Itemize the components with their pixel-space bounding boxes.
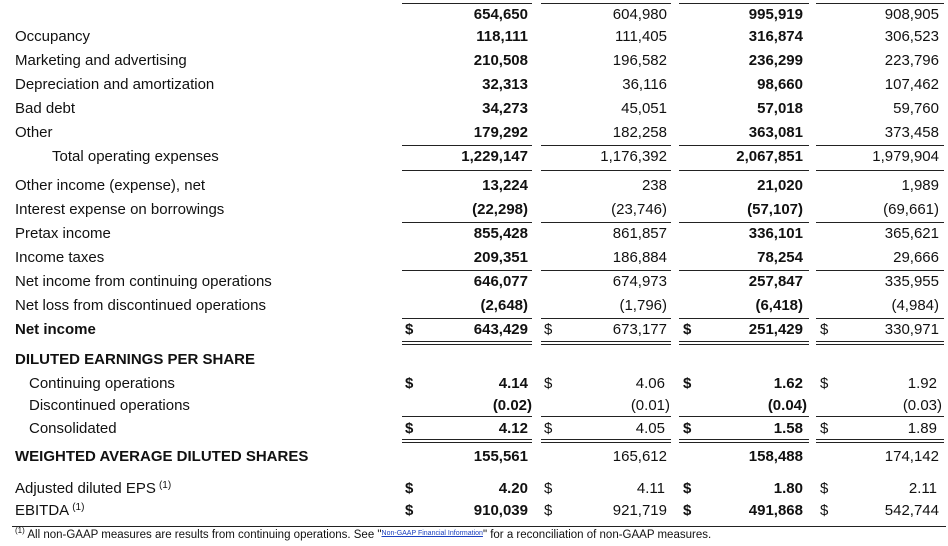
value-ytd-current: 158,488 xyxy=(748,448,803,465)
value-ytd-current: (0.04) xyxy=(767,397,807,414)
value-ytd-current: 1.62 xyxy=(773,375,803,392)
value-q-prior: 111,405 xyxy=(615,28,667,45)
dollar-sign: $ xyxy=(544,321,553,338)
table-row-net-income-continuing xyxy=(0,271,948,295)
column-rule xyxy=(541,3,671,4)
value-ytd-prior: 1,979,904 xyxy=(872,148,939,165)
dollar-sign: $ xyxy=(544,420,553,437)
value-q-prior: 921,719 xyxy=(612,502,667,519)
double-rule xyxy=(816,341,944,345)
row-label: Other income (expense), net xyxy=(15,177,206,194)
table-row-pretax-income xyxy=(0,223,948,247)
row-label: Net income from continuing operations xyxy=(15,273,272,290)
value-q-prior: 861,857 xyxy=(612,225,667,242)
value-q-prior: 4.06 xyxy=(635,375,665,392)
value-ytd-current: 336,101 xyxy=(748,225,803,242)
value-ytd-current: 21,020 xyxy=(757,177,803,194)
footnote xyxy=(15,526,711,541)
dollar-sign: $ xyxy=(683,502,692,519)
dollar-sign: $ xyxy=(820,375,829,392)
value-ytd-current: 1.80 xyxy=(773,480,803,497)
value-q-current: 210,508 xyxy=(473,52,528,69)
value-ytd-prior: (69,661) xyxy=(883,201,939,218)
section-header-diluted-eps xyxy=(0,349,948,373)
dollar-sign: $ xyxy=(405,420,414,437)
section-title: DILUTED EARNINGS PER SHARE xyxy=(15,351,256,368)
double-rule xyxy=(402,439,532,443)
value-ytd-current: 363,081 xyxy=(748,124,803,141)
value-ytd-prior: 1.89 xyxy=(907,420,937,437)
table-row-marketing xyxy=(0,50,948,74)
value-q-prior: 186,884 xyxy=(612,249,667,266)
double-rule xyxy=(402,341,532,345)
dollar-sign: $ xyxy=(683,420,692,437)
dollar-sign: $ xyxy=(820,420,829,437)
value-q-prior: 45,051 xyxy=(621,100,667,117)
table-row xyxy=(0,4,948,28)
value-q-current: (2,648) xyxy=(480,297,528,314)
row-label xyxy=(15,502,84,519)
subtotal-rule xyxy=(402,222,532,223)
value-ytd-current: 78,254 xyxy=(757,249,803,266)
row-label-text: Adjusted diluted EPS xyxy=(15,480,156,497)
value-ytd-prior: 365,621 xyxy=(884,225,939,242)
value-ytd-prior: 306,523 xyxy=(884,28,939,45)
value-q-prior: 196,582 xyxy=(612,52,667,69)
value-ytd-current: 316,874 xyxy=(748,28,803,45)
row-label: Discontinued operations xyxy=(29,397,190,414)
subtotal-rule xyxy=(541,222,671,223)
value-ytd-prior: 542,744 xyxy=(884,502,939,519)
table-row-other xyxy=(0,122,948,146)
row-label: Pretax income xyxy=(15,225,111,242)
double-rule xyxy=(541,439,671,443)
dollar-sign: $ xyxy=(405,502,414,519)
double-rule xyxy=(816,439,944,443)
subtotal-rule xyxy=(541,318,671,319)
value-q-current: 155,561 xyxy=(473,448,528,465)
value-ytd-current: 57,018 xyxy=(757,100,803,117)
value-ytd-current: (57,107) xyxy=(747,201,803,218)
subtotal-rule xyxy=(679,318,809,319)
value-q-prior: 4.05 xyxy=(635,420,665,437)
subtotal-rule xyxy=(402,318,532,319)
value-ytd-current: 98,660 xyxy=(757,76,803,93)
subtotal-rule xyxy=(679,416,809,417)
value-ytd-prior: 373,458 xyxy=(884,124,939,141)
dollar-sign: $ xyxy=(405,321,414,338)
value-q-current: 34,273 xyxy=(482,100,528,117)
value-q-current: (0.02) xyxy=(492,397,532,414)
value-ytd-current: 251,429 xyxy=(748,321,803,338)
total-rule xyxy=(541,170,671,171)
table-row-bad-debt xyxy=(0,98,948,122)
table-row-ebitda xyxy=(0,500,948,524)
row-label: Bad debt xyxy=(15,100,76,117)
table-row-occupancy xyxy=(0,26,948,50)
row-label: Net loss from discontinued operations xyxy=(15,297,266,314)
row-label: Continuing operations xyxy=(29,375,175,392)
footnote-text-before: All non-GAAP measures are results from continuing operations. See " xyxy=(27,528,382,541)
dollar-sign: $ xyxy=(405,480,414,497)
value-ytd-prior: 908,905 xyxy=(884,6,939,23)
value-ytd-current: 995,919 xyxy=(748,6,803,23)
footnote-marker: (1) xyxy=(72,502,85,513)
value-ytd-prior: (4,984) xyxy=(891,297,939,314)
value-ytd-current: 1.58 xyxy=(773,420,803,437)
dollar-sign: $ xyxy=(405,375,414,392)
row-label: Consolidated xyxy=(29,420,117,437)
column-rule xyxy=(679,3,809,4)
footnote-text-after: " for a reconciliation of non-GAAP measures. xyxy=(482,528,712,541)
value-q-prior: 36,116 xyxy=(622,76,667,93)
table-row-total-opex xyxy=(0,146,948,170)
table-row-weighted-shares xyxy=(0,446,948,470)
subtotal-rule xyxy=(679,222,809,223)
double-rule xyxy=(541,341,671,345)
value-ytd-prior: 223,796 xyxy=(884,52,939,69)
dollar-sign: $ xyxy=(683,480,692,497)
total-rule xyxy=(402,170,532,171)
subtotal-rule xyxy=(679,270,809,271)
value-q-current: 32,313 xyxy=(482,76,528,93)
value-ytd-prior: 1,989 xyxy=(901,177,939,194)
row-label: Net income xyxy=(15,321,96,338)
value-ytd-current: 491,868 xyxy=(748,502,803,519)
subtotal-rule xyxy=(816,416,944,417)
value-q-current: 209,351 xyxy=(473,249,528,266)
row-label: Marketing and advertising xyxy=(15,52,187,69)
dollar-sign: $ xyxy=(544,502,553,519)
value-q-current: 654,650 xyxy=(473,6,528,23)
dollar-sign: $ xyxy=(544,480,553,497)
value-ytd-current: (6,418) xyxy=(755,297,803,314)
subtotal-rule xyxy=(816,145,944,146)
row-label: WEIGHTED AVERAGE DILUTED SHARES xyxy=(15,448,309,465)
value-q-current: 855,428 xyxy=(473,225,528,242)
row-label: Interest expense on borrowings xyxy=(15,201,225,218)
table-row-eps-continuing xyxy=(0,373,948,397)
dollar-sign: $ xyxy=(820,480,829,497)
dollar-sign: $ xyxy=(683,321,692,338)
value-q-current: 4.12 xyxy=(498,420,528,437)
dollar-sign: $ xyxy=(544,375,553,392)
value-q-prior: 604,980 xyxy=(612,6,667,23)
value-q-current: 118,111 xyxy=(476,28,528,45)
value-q-current: 4.14 xyxy=(498,375,528,392)
subtotal-rule xyxy=(541,270,671,271)
table-row-depreciation xyxy=(0,74,948,98)
double-rule xyxy=(679,439,809,443)
value-q-prior: 238 xyxy=(641,177,667,194)
value-q-prior: 1,176,392 xyxy=(600,148,667,165)
column-rule xyxy=(402,3,532,4)
value-ytd-prior: 330,971 xyxy=(884,321,939,338)
dollar-sign: $ xyxy=(820,502,829,519)
row-label: Income taxes xyxy=(15,249,105,266)
value-q-current: 910,039 xyxy=(473,502,528,519)
value-ytd-current: 236,299 xyxy=(748,52,803,69)
total-rule xyxy=(679,170,809,171)
value-q-current: 4.20 xyxy=(498,480,528,497)
row-label-text: EBITDA xyxy=(15,502,70,519)
value-ytd-prior: 59,760 xyxy=(893,100,939,117)
subtotal-rule xyxy=(679,145,809,146)
table-row-net-income xyxy=(0,319,948,343)
subtotal-rule xyxy=(816,222,944,223)
value-q-prior: 673,177 xyxy=(612,321,667,338)
subtotal-rule xyxy=(402,416,532,417)
footnote-marker: (1) xyxy=(15,526,25,535)
column-rule xyxy=(816,3,944,4)
total-rule xyxy=(816,170,944,171)
value-q-current: 646,077 xyxy=(473,273,528,290)
value-ytd-current: 257,847 xyxy=(748,273,803,290)
value-q-prior: 4.11 xyxy=(636,480,665,497)
table-row-adjusted-eps xyxy=(0,478,948,502)
subtotal-rule xyxy=(816,270,944,271)
value-ytd-prior: 335,955 xyxy=(884,273,939,290)
subtotal-rule xyxy=(541,416,671,417)
subtotal-rule xyxy=(816,318,944,319)
row-label: Occupancy xyxy=(15,28,91,45)
row-label: Depreciation and amortization xyxy=(15,76,215,93)
value-q-prior: (0.01) xyxy=(630,397,670,414)
dollar-sign: $ xyxy=(820,321,829,338)
subtotal-rule xyxy=(402,145,532,146)
dollar-sign: $ xyxy=(683,375,692,392)
non-gaap-link[interactable]: Non-GAAP Financial Information xyxy=(381,529,483,537)
value-ytd-prior: 1.92 xyxy=(907,375,937,392)
value-q-prior: (1,796) xyxy=(619,297,667,314)
value-q-current: 13,224 xyxy=(482,177,528,194)
footnote-marker: (1) xyxy=(158,480,172,491)
value-q-prior: 182,258 xyxy=(612,124,667,141)
value-q-prior: (23,746) xyxy=(611,201,667,218)
subtotal-rule xyxy=(541,145,671,146)
row-label: Other xyxy=(15,124,53,141)
value-ytd-prior: (0.03) xyxy=(902,397,942,414)
table-row-net-loss-discontinued xyxy=(0,295,948,319)
row-label: Total operating expenses xyxy=(52,148,219,165)
value-ytd-prior: 174,142 xyxy=(884,448,939,465)
table-row-interest-expense xyxy=(0,199,948,223)
row-label xyxy=(15,480,171,497)
double-rule xyxy=(679,341,809,345)
value-q-prior: 165,612 xyxy=(612,448,667,465)
value-ytd-prior: 29,666 xyxy=(893,249,939,266)
table-row-other-income xyxy=(0,175,948,199)
value-q-current: 1,229,147 xyxy=(461,148,528,165)
value-q-current: 179,292 xyxy=(473,124,528,141)
subtotal-rule xyxy=(402,270,532,271)
value-ytd-prior: 107,462 xyxy=(884,76,939,93)
value-q-current: (22,298) xyxy=(472,201,528,218)
table-row-income-taxes xyxy=(0,247,948,271)
value-q-prior: 674,973 xyxy=(612,273,667,290)
value-ytd-current: 2,067,851 xyxy=(736,148,803,165)
value-q-current: 643,429 xyxy=(473,321,528,338)
value-ytd-prior: 2.11 xyxy=(908,480,937,497)
